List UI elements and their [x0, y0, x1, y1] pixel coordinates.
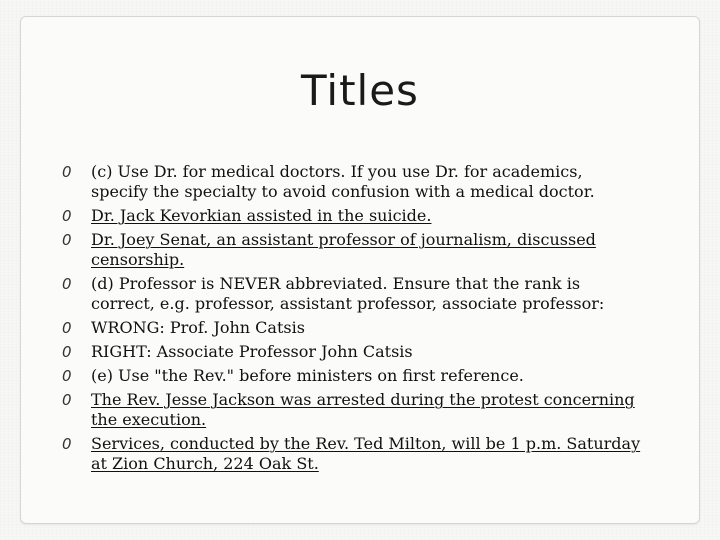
bullet-text: Services, conducted by the Rev. Ted Milton, will be 1 p.m. Saturday at Zion Church, 224 Oak St.	[91, 434, 641, 473]
bullet-text: Dr. Joey Senat, an assistant professor of journalism, discussed censorship.	[91, 230, 596, 269]
bullet-marker-icon: 0	[62, 163, 72, 181]
bullet-item	[62, 162, 642, 202]
bullet-item	[62, 318, 642, 338]
bullet-marker-icon: 0	[62, 435, 72, 453]
bullet-item	[62, 434, 642, 474]
bullet-text: (e) Use "the Rev." before ministers on first reference.	[91, 366, 524, 385]
bullet-text: (c) Use Dr. for medical doctors. If you use Dr. for academics, specify the specialty to avoid confusion with a medical doctor.	[91, 162, 595, 201]
bullet-marker-icon: 0	[62, 275, 72, 293]
bullet-marker-icon: 0	[62, 391, 72, 409]
slide-title: Titles	[301, 66, 419, 115]
bullet-text: RIGHT: Associate Professor John Catsis	[91, 342, 413, 361]
bullet-marker-icon: 0	[62, 343, 72, 361]
bullet-marker-icon: 0	[62, 231, 72, 249]
bullet-marker-icon: 0	[62, 207, 72, 225]
bullet-text: Dr. Jack Kevorkian assisted in the suicide.	[91, 206, 432, 225]
bullet-item	[62, 230, 642, 270]
bullet-text: The Rev. Jesse Jackson was arrested during the protest concerning the execution.	[91, 390, 635, 429]
bullet-marker-icon: 0	[62, 319, 72, 337]
bullet-item	[62, 274, 642, 314]
bullet-text: (d) Professor is NEVER abbreviated. Ensure that the rank is correct, e.g. professor, assistant professor, associate professor:	[91, 274, 605, 313]
bullet-text: WRONG: Prof. John Catsis	[91, 318, 305, 337]
bullet-marker-icon: 0	[62, 367, 72, 385]
bullet-item	[62, 366, 642, 386]
bullet-item	[62, 342, 642, 362]
bullet-list	[62, 162, 642, 478]
bullet-item	[62, 206, 642, 226]
bullet-item	[62, 390, 642, 430]
